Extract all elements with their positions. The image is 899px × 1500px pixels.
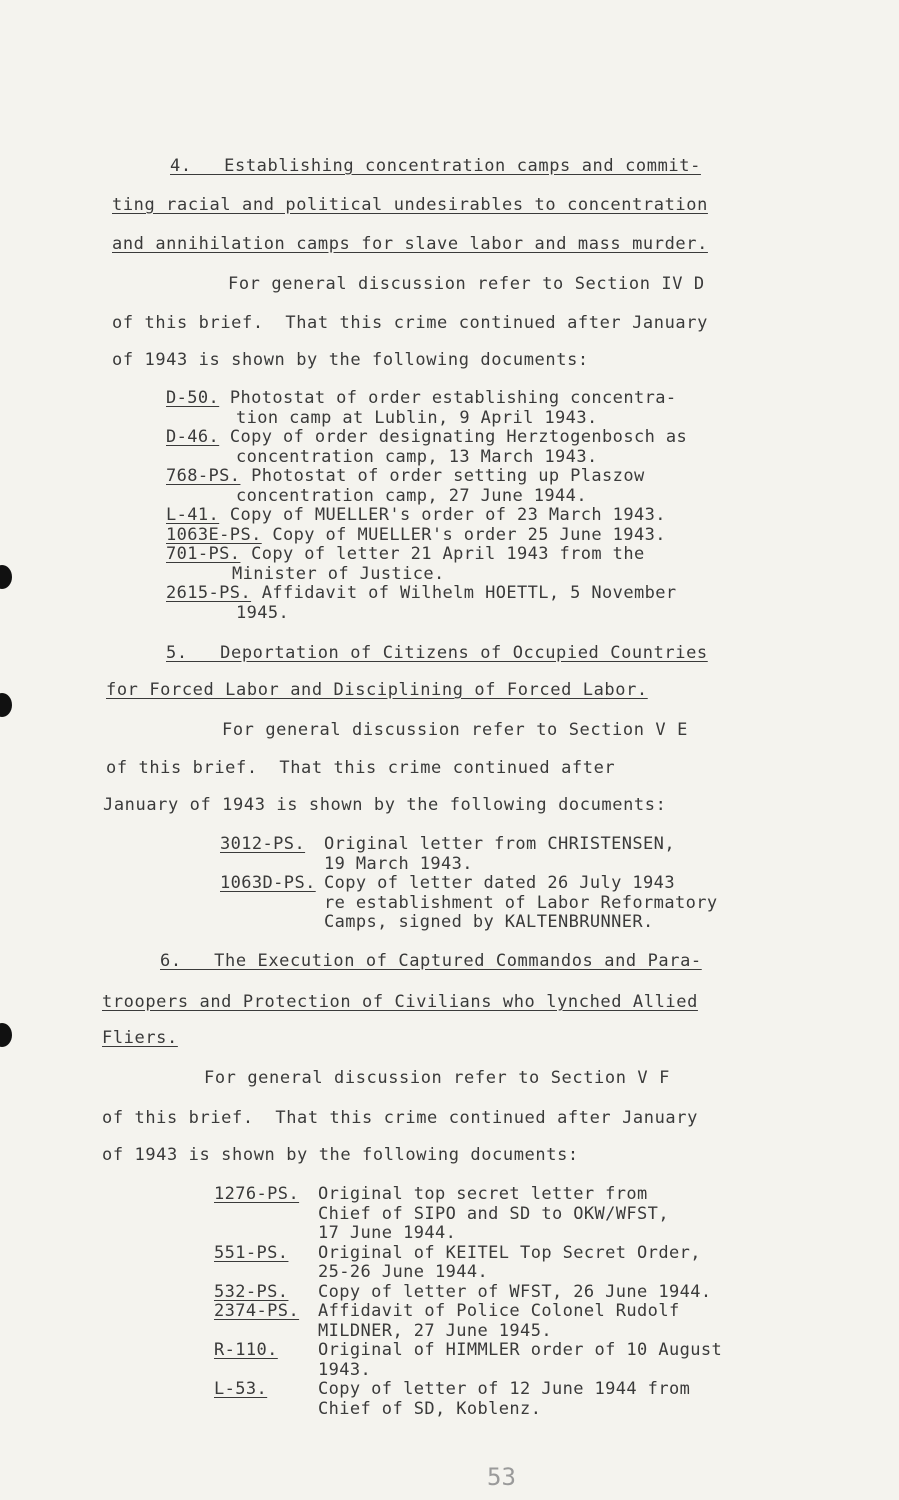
section-4-document-list bbox=[166, 389, 766, 623]
document-id: L-53. bbox=[214, 1379, 268, 1399]
section-5-intro-line-1: For general discussion refer to Section V E bbox=[222, 720, 688, 740]
document-id: 551-PS. bbox=[214, 1242, 289, 1263]
document-item bbox=[214, 1283, 774, 1303]
document-item bbox=[166, 545, 766, 565]
document-item bbox=[166, 467, 766, 487]
document-item bbox=[214, 1400, 774, 1420]
document-id: L-41. bbox=[166, 505, 220, 525]
document-description-cont: 19 March 1943. bbox=[324, 853, 473, 874]
document-id: 532-PS. bbox=[214, 1281, 289, 1302]
document-item bbox=[214, 1380, 774, 1400]
document-id: 1063E-PS. bbox=[166, 524, 262, 545]
document-description-cont: Chief of SD, Koblenz. bbox=[318, 1398, 542, 1419]
document-description-cont: 25-26 June 1944. bbox=[318, 1262, 489, 1282]
document-item bbox=[166, 506, 766, 526]
section-5-document-list bbox=[220, 835, 780, 933]
document-description-cont: 17 June 1944. bbox=[318, 1223, 457, 1243]
document-item bbox=[214, 1302, 774, 1322]
section-5-intro-line-3: January of 1943 is shown by the following documents: bbox=[103, 795, 667, 815]
document-item bbox=[166, 526, 766, 546]
section-6-intro-line-3: of 1943 is shown by the following documents: bbox=[102, 1145, 579, 1165]
document-id: 3012-PS. bbox=[220, 834, 306, 854]
document-description-cont: MILDNER, 27 June 1945. bbox=[318, 1320, 552, 1341]
document-id: D-46. bbox=[166, 427, 220, 447]
document-description-cont: re establishment of Labor Reformatory bbox=[324, 892, 718, 913]
document-description: Copy of MUELLER's order 25 June 1943. bbox=[272, 524, 666, 545]
document-description: Original letter from CHRISTENSEN, bbox=[324, 834, 675, 854]
document-description: Original of HIMMLER order of 10 August bbox=[318, 1340, 723, 1360]
document-item bbox=[166, 389, 766, 409]
document-id: D-50. bbox=[166, 388, 220, 408]
document-description: Copy of MUELLER's order of 23 March 1943. bbox=[229, 505, 666, 525]
binder-hole bbox=[0, 565, 12, 589]
document-id: 2615-PS. bbox=[166, 583, 252, 603]
document-item bbox=[214, 1361, 774, 1381]
document-description: Copy of letter of 12 June 1944 from bbox=[318, 1379, 691, 1399]
section-6-heading-line-3: Fliers. bbox=[102, 1028, 178, 1048]
document-item bbox=[214, 1224, 774, 1244]
document-description: Original of KEITEL Top Secret Order, bbox=[318, 1242, 701, 1263]
document-item bbox=[214, 1185, 774, 1205]
document-description-cont: Chief of SIPO and SD to OKW/WFST, bbox=[318, 1203, 669, 1224]
document-id: 1063D-PS. bbox=[220, 873, 316, 893]
document-item bbox=[220, 835, 780, 855]
document-item bbox=[214, 1244, 774, 1264]
document-item bbox=[220, 855, 780, 875]
section-4-heading-line-3: and annihilation camps for slave labor and mass murder. bbox=[112, 234, 708, 254]
document-item bbox=[214, 1341, 774, 1361]
document-id: R-110. bbox=[214, 1340, 278, 1360]
page-number: 53 bbox=[487, 1463, 516, 1491]
binder-hole bbox=[0, 693, 12, 717]
document-item bbox=[220, 874, 780, 894]
document-description-cont: 1943. bbox=[318, 1359, 372, 1380]
section-4-intro-line-1: For general discussion refer to Section IV D bbox=[228, 274, 705, 294]
document-description-cont: 1945. bbox=[236, 602, 290, 623]
document-description: Affidavit of Wilhelm HOETTL, 5 November bbox=[261, 583, 677, 603]
section-4-heading-line-2: ting racial and political undesirables to concentration bbox=[112, 195, 708, 215]
section-6-intro-line-2: of this brief. That this crime continued after January bbox=[102, 1108, 698, 1128]
document-description-cont: tion camp at Lublin, 9 April 1943. bbox=[236, 407, 598, 428]
document-item bbox=[214, 1322, 774, 1342]
document-item bbox=[166, 428, 766, 448]
document-description-cont: Camps, signed by KALTENBRUNNER. bbox=[324, 912, 654, 932]
document-description-cont: concentration camp, 27 June 1944. bbox=[236, 485, 587, 506]
document-id: 768-PS. bbox=[166, 466, 241, 486]
document-description: Copy of letter of WFST, 26 June 1944. bbox=[318, 1281, 712, 1302]
document-description: Photostat of order establishing concentra- bbox=[229, 388, 677, 408]
document-description: Affidavit of Police Colonel Rudolf bbox=[318, 1301, 680, 1321]
document-item bbox=[166, 584, 766, 604]
section-6-heading-line-2: troopers and Protection of Civilians who lynched Allied bbox=[102, 992, 698, 1012]
document-item bbox=[220, 913, 780, 933]
document-description: Photostat of order setting up Plaszow bbox=[251, 466, 645, 486]
section-6-intro-line-1: For general discussion refer to Section V F bbox=[204, 1068, 670, 1088]
document-item bbox=[214, 1263, 774, 1283]
document-item bbox=[214, 1205, 774, 1225]
section-6-heading-line-1: 6. The Execution of Captured Commandos and Para- bbox=[160, 951, 702, 971]
document-id: 701-PS. bbox=[166, 544, 241, 564]
document-item bbox=[220, 894, 780, 914]
document-description: Copy of order designating Herztogenbosch as bbox=[229, 427, 688, 447]
section-5-heading-line-2: for Forced Labor and Disciplining of Forced Labor. bbox=[106, 680, 648, 700]
binder-hole bbox=[0, 1023, 12, 1047]
document-description: Original top secret letter from bbox=[318, 1184, 648, 1204]
section-5-heading-line-1: 5. Deportation of Citizens of Occupied Countries bbox=[166, 643, 708, 663]
section-4-intro-line-2: of this brief. That this crime continued after January bbox=[112, 313, 708, 333]
document-description-cont: concentration camp, 13 March 1943. bbox=[236, 446, 598, 467]
document-description: Copy of letter 21 April 1943 from the bbox=[251, 544, 645, 564]
document-id: 2374-PS. bbox=[214, 1301, 300, 1321]
document-description: Copy of letter dated 26 July 1943 bbox=[324, 873, 675, 893]
document-id: 1276-PS. bbox=[214, 1184, 300, 1204]
section-5-intro-line-2: of this brief. That this crime continued after bbox=[106, 758, 616, 778]
section-4-heading-line-1: 4. Establishing concentration camps and commit- bbox=[170, 156, 701, 176]
section-4-intro-line-3: of 1943 is shown by the following documents: bbox=[112, 350, 589, 370]
document-description-cont: Minister of Justice. bbox=[232, 563, 445, 584]
section-6-document-list bbox=[214, 1185, 774, 1419]
